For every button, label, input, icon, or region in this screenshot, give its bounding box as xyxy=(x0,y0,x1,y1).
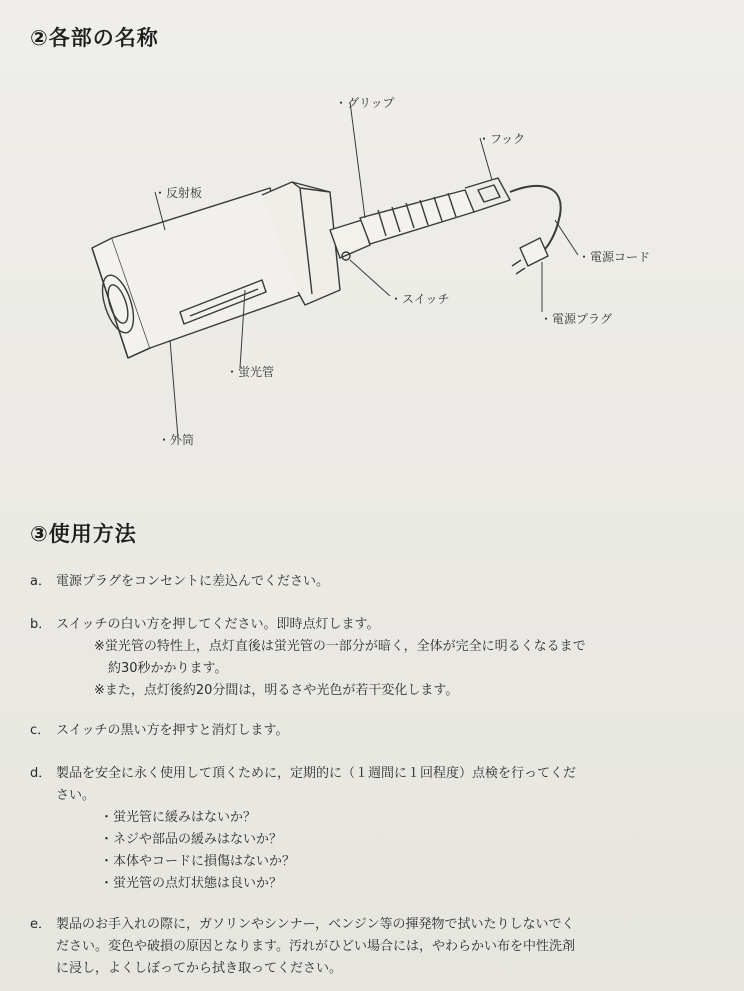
step-d-cont: さい。 xyxy=(56,788,96,803)
label-outer-tube: ・外筒 xyxy=(158,433,195,447)
note-b-1: ※蛍光管の特性上，点灯直後は蛍光管の一部分が暗く，全体が完全に明るくなるまで xyxy=(94,639,586,654)
section-title-parts: ②各部の名称 xyxy=(30,26,159,50)
note-b-2: 約30秒かかります。 xyxy=(108,661,228,676)
label-reflector: ・反射板 xyxy=(154,186,203,200)
step-marker: e． xyxy=(30,917,51,932)
lamp-diagram xyxy=(0,80,744,480)
checklist-item: ・本体やコードに損傷はないか？ xyxy=(100,854,296,869)
step-c xyxy=(30,720,288,742)
step-e-cont-2: に浸し，よくしぼってから拭き取ってください。 xyxy=(56,961,343,976)
label-power-cord: ・電源コード xyxy=(578,250,651,264)
step-e-cont-1: ださい。変色や破損の原因となります。汚れがひどい場合には，やわらかい布を中性洗剤 xyxy=(56,939,575,954)
step-text: 電源プラグをコンセントに差込んでください。 xyxy=(56,574,330,589)
step-marker: c． xyxy=(30,723,51,738)
step-marker: d． xyxy=(30,766,52,781)
step-marker: a． xyxy=(30,574,51,589)
step-d xyxy=(30,763,576,785)
label-switch: ・スイッチ xyxy=(390,292,450,306)
lamp-illustration xyxy=(0,80,744,480)
step-b xyxy=(30,614,379,636)
label-hook: ・フック xyxy=(478,132,526,146)
label-grip: ・グリップ xyxy=(335,96,395,110)
step-e xyxy=(30,914,575,936)
note-b-3: ※また，点灯後約20分間は，明るさや光色が若干変化します。 xyxy=(94,683,459,698)
step-a xyxy=(30,571,329,593)
step-marker: b． xyxy=(30,617,52,632)
section-title-usage: ③使用方法 xyxy=(30,522,137,546)
checklist-item: ・蛍光管に緩みはないか？ xyxy=(100,810,257,825)
step-text: スイッチの白い方を押してください。即時点灯します。 xyxy=(56,617,380,632)
label-fluorescent-tube: ・蛍光管 xyxy=(226,365,275,379)
step-text: 製品を安全に永く使用して頂くために，定期的に（１週間に１回程度）点検を行ってくだ xyxy=(56,766,577,781)
label-power-plug: ・電源プラグ xyxy=(540,312,613,326)
step-text: 製品のお手入れの際に，ガソリンやシンナー，ベンジン等の揮発物で拭いたりしないでく xyxy=(56,917,575,932)
checklist-item: ・ネジや部品の緩みはないか？ xyxy=(100,832,283,847)
step-text: スイッチの黒い方を押すと消灯します。 xyxy=(56,723,289,738)
checklist-item: ・蛍光管の点灯状態は良いか？ xyxy=(100,876,283,891)
